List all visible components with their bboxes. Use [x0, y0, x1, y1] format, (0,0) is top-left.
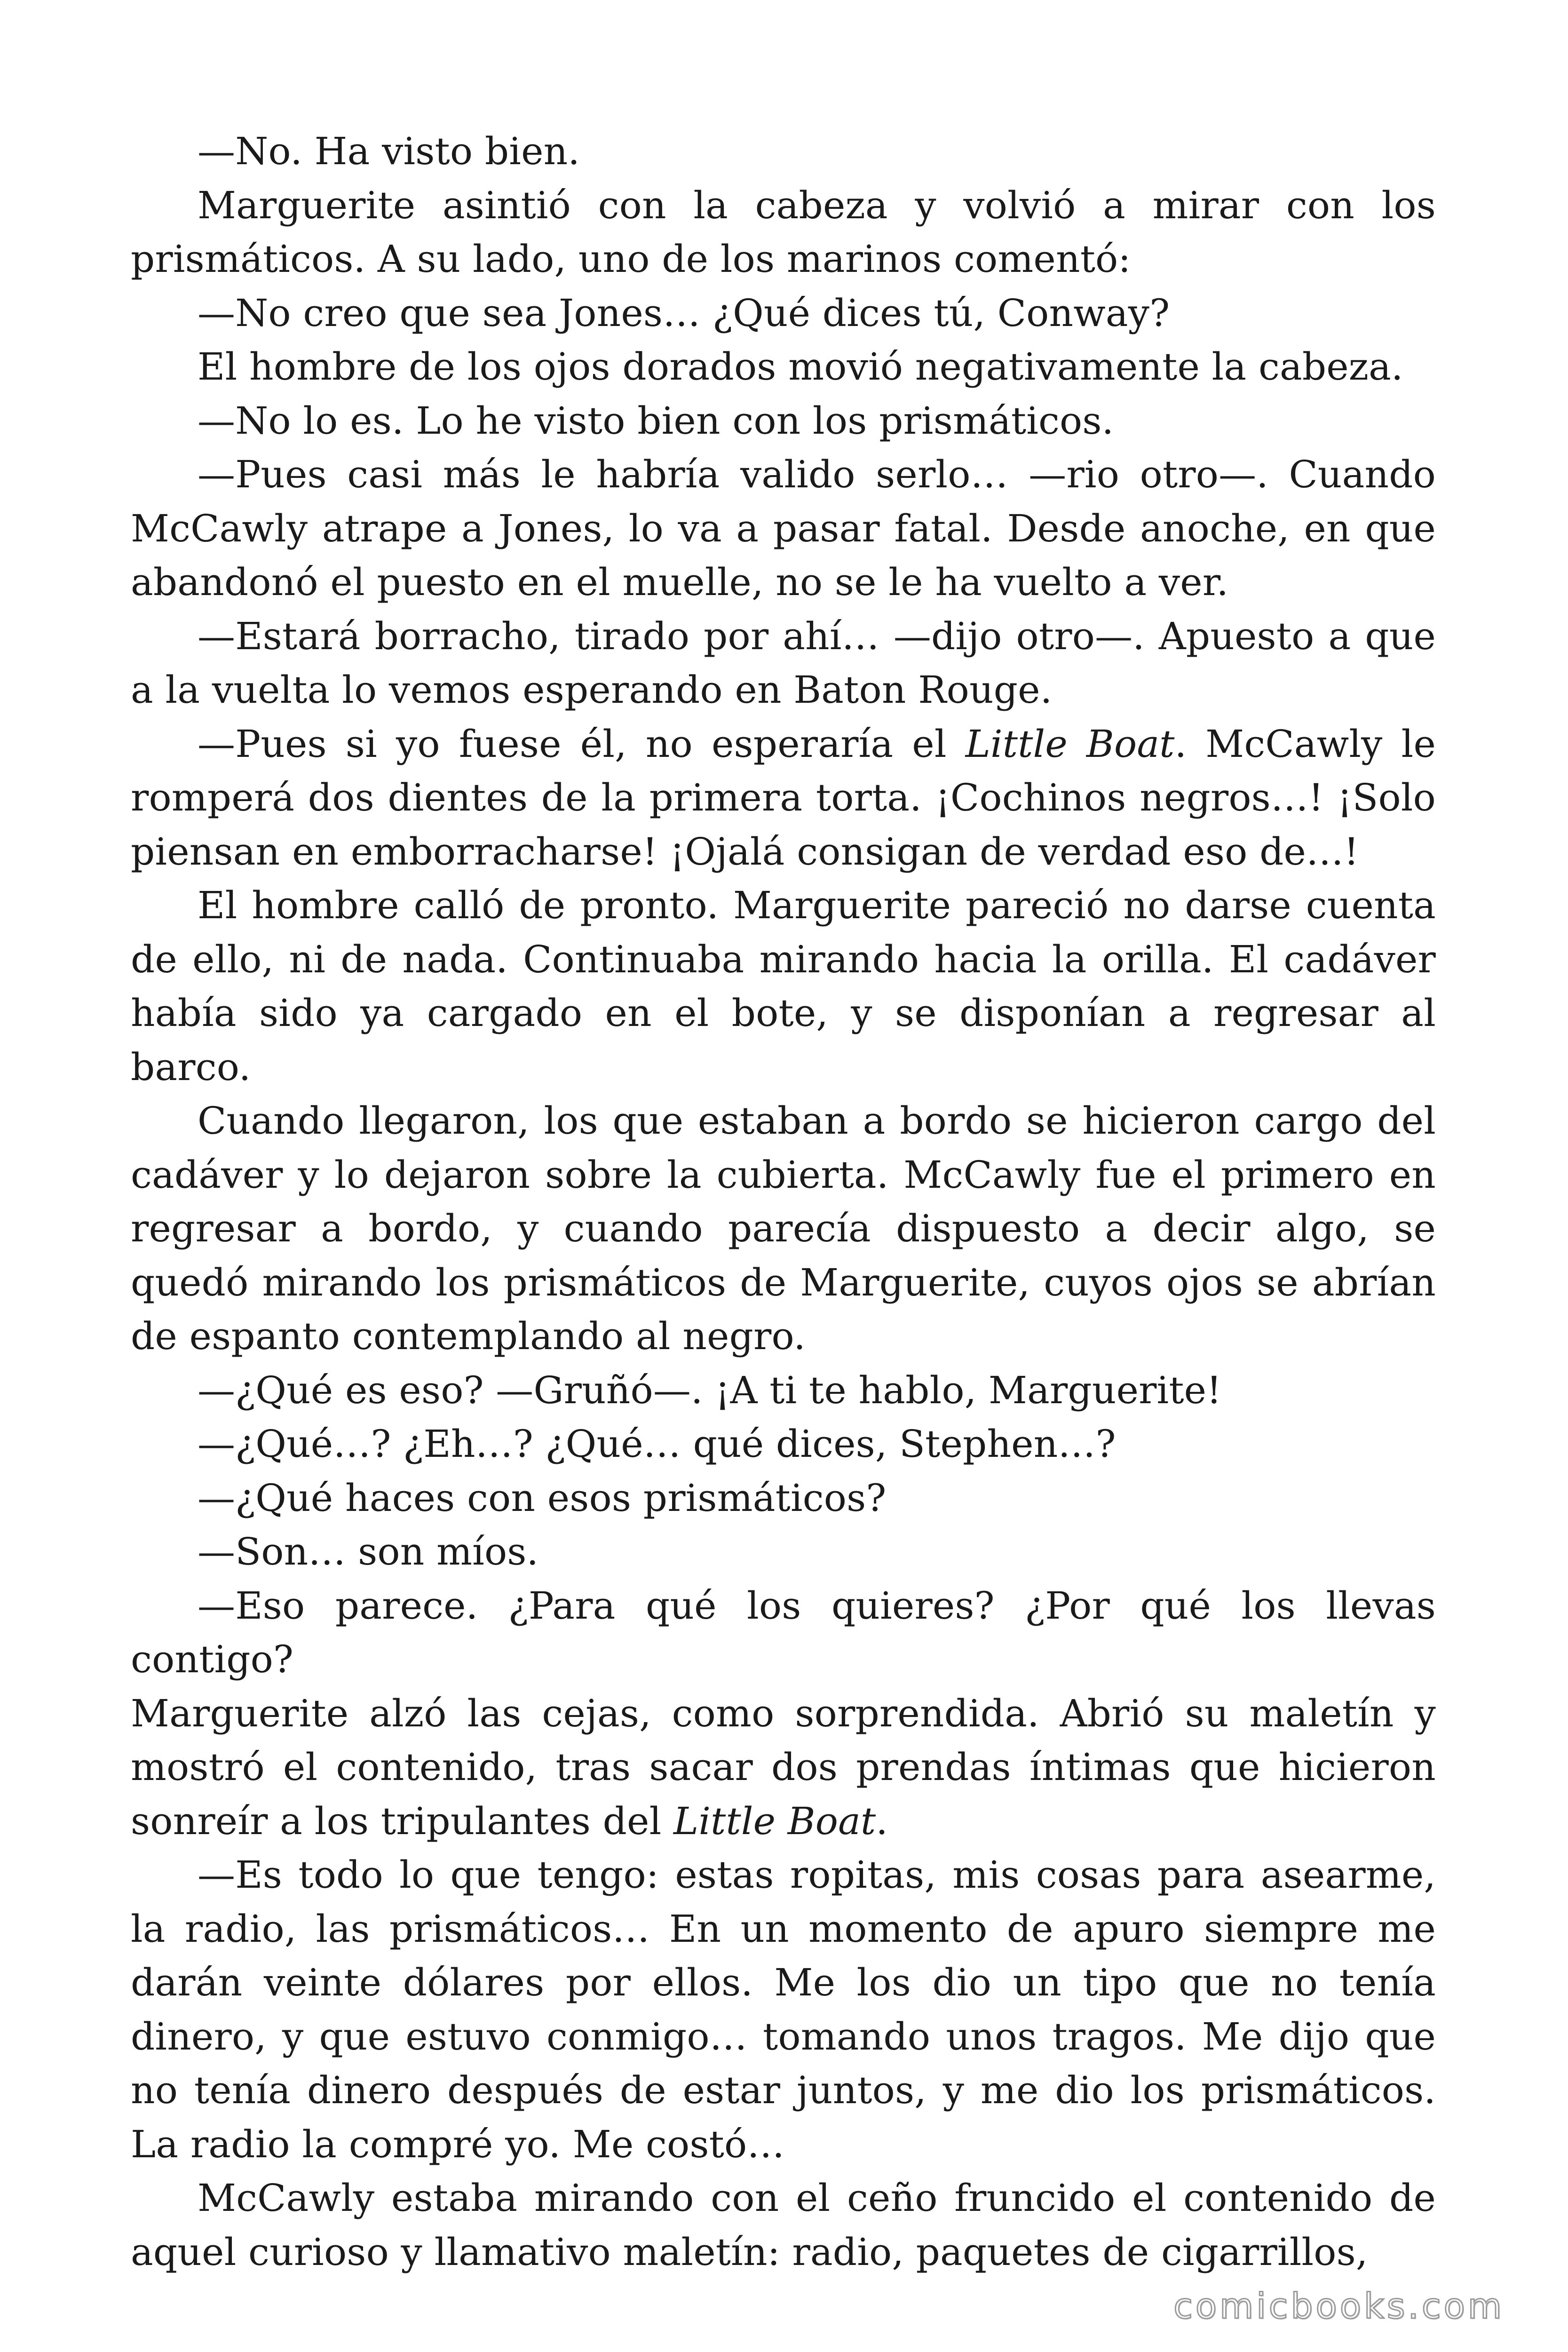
ship-name-italic: Little Boat [673, 1799, 876, 1843]
paragraph: McCawly estaba mirando con el ceño fruncido el contenido de aquel curioso y llamativo maletín: radio, paquetes de cigarrillos, [131, 2176, 1436, 2274]
paragraph: —Estará borracho, tirado por ahí… —dijo otro—. Apuesto a que a la vuelta lo vemos esperando en Baton Rouge. [131, 614, 1436, 712]
paragraph: —No lo es. Lo he visto bien con los prismáticos. [198, 398, 1114, 443]
paragraph: Cuando llegaron, los que estaban a bordo se hicieron cargo del cadáver y lo dejaron sobre la cubierta. McCawly fue el primero en regresar a bordo, y cuando parecía dispuesto a decir algo, se quedó mirando los prismáticos de Marguerite, cuyos ojos se abrían de espanto contemplando al negro. [131, 1099, 1436, 1358]
paragraph: —No creo que sea Jones… ¿Qué dices tú, Conway? [198, 291, 1170, 335]
paragraph: —Pues casi más le habría valido serlo… —rio otro—. Cuando McCawly atrape a Jones, lo va a pasar fatal. Desde anoche, en que abandonó el puesto en el muelle, no se le ha vuelto a ver. [131, 453, 1436, 604]
paragraph: —¿Qué…? ¿Eh…? ¿Qué… qué dices, Stephen…? [198, 1422, 1116, 1466]
watermark-logo: comicbooks.com [1173, 2286, 1505, 2327]
paragraph: —No. Ha visto bien. [198, 129, 580, 173]
paragraph: —Eso parece. ¿Para qué los quieres? ¿Por qué los llevas contigo? [131, 1583, 1436, 1681]
text-run: . McCawly le romperá dos dientes de la primera torta. ¡Cochinos negros…! ¡Solo piensan en emborracharse! ¡Ojalá consigan de verdad eso de…! [131, 722, 1436, 874]
paragraph: —¿Qué haces con esos prismáticos? [198, 1476, 887, 1520]
text-run: . [876, 1799, 888, 1843]
paragraph-with-italic [131, 717, 1436, 879]
paragraph: Marguerite asintió con la cabeza y volvió a mirar con los prismáticos. A su lado, uno de los marinos comentó: [131, 183, 1436, 281]
paragraph: —Son… son míos. [198, 1530, 539, 1573]
text-run: Marguerite alzó las cejas, como sorprendida. Abrió su maletín y mostró el contenido, tras sacar dos prendas íntimas que hicieron sonreír a los tripulantes del [131, 1691, 1436, 1843]
body-text [131, 125, 1436, 2279]
paragraph: —¿Qué es eso? —Gruñó—. ¡A ti te hablo, Marguerite! [198, 1368, 1222, 1412]
paragraph-with-italic [131, 1687, 1436, 1849]
text-run: —Pues si yo fuese él, no esperaría el [198, 722, 966, 766]
ship-name-italic: Little Boat [965, 722, 1175, 766]
paragraph: —Es todo lo que tengo: estas ropitas, mis cosas para asearme, la radio, las prismáticos… En un momento de apuro siempre me darán veinte dólares por ellos. Me los dio un tipo que no tenía dinero, y que estuvo conmigo… tomando unos tragos. Me dijo que no tenía dinero después de estar juntos, y me dio los prismáticos. La radio la compré yo. Me costó… [131, 1853, 1436, 2166]
paragraph: El hombre calló de pronto. Marguerite pareció no darse cuenta de ello, ni de nada. Continuaba mirando hacia la orilla. El cadáver había sido ya cargado en el bote, y se disponían a regresar al barco. [131, 883, 1436, 1089]
paragraph: El hombre de los ojos dorados movió negativamente la cabeza. [198, 345, 1403, 389]
